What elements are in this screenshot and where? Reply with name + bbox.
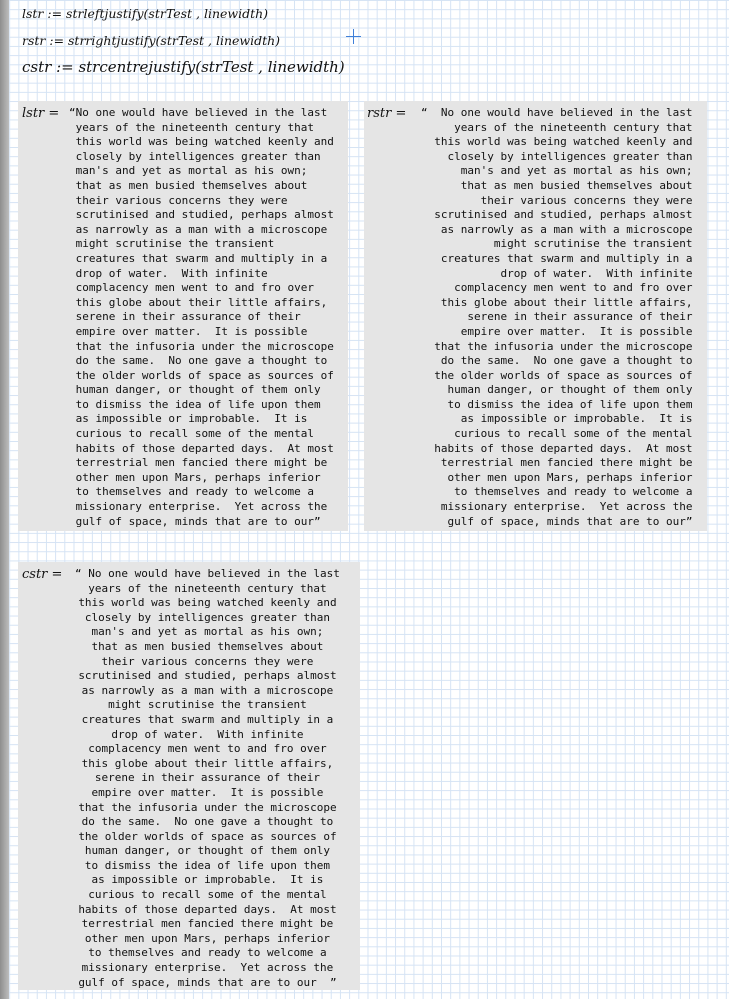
rstr-result-text: “ No one would have believed in the last years of the nineteenth century that this world was being watched keenly and closely by intelligences greater than man's and yet as mortal as his own; that as men busied themselves about their various concerns they were scrutinised and studied, perhaps almost as narrowly as a man with a microscope might scrutinise the transient creatures that swarm and multiply in a drop of water. With infinite complacency men went to and fro over this globe about their little affairs, serene in their assurance of their empire over matter. It is possible that the infusoria under the microscope do the same. No one gave a thought to the older worlds of space as sources of human danger, or thought of them only to dismiss the idea of life upon them as impossible or improbable. It is curious to recall some of the mental habits of those departed days. At most terrestrial men fancied there might be other men upon Mars, perhaps inferior to themselves and ready to welcome a missionary enterprise. Yet across the gulf of space, minds that are to our” bbox=[421, 106, 693, 528]
rstr-result-region[interactable] bbox=[364, 101, 707, 531]
lstr-result-text: “No one would have believed in the last years of the nineteenth century that this world was being watched keenly and closely by intelligences greater than man's and yet as mortal as his own; that as men busied themselves about their various concerns they were scrutinised and studied, perhaps almost as narrowly as a man with a microscope might scrutinise the transient creatures that swarm and multiply in a drop of water. With infinite complacency men went to and fro over this globe about their little affairs, serene in their assurance of their empire over matter. It is possible that the infusoria under the microscope do the same. No one gave a thought to the older worlds of space as sources of human danger, or thought of them only to dismiss the idea of life upon them as impossible or improbable. It is curious to recall some of the mental habits of those departed days. At most terrestrial men fancied there might be other men upon Mars, perhaps inferior to themselves and ready to welcome a missionary enterprise. Yet across the gulf of space, minds that are to our” bbox=[69, 106, 334, 528]
lstr-result-region[interactable] bbox=[18, 101, 348, 531]
rstr-result-label: rstr = bbox=[367, 106, 407, 121]
cstr-result-label: cstr = bbox=[22, 567, 63, 582]
lstr-result-label: lstr = bbox=[22, 106, 60, 121]
cstr-result-text: “ No one would have believed in the last years of the nineteenth century that this world was being watched keenly and closely by intelligences greater than man's and yet as mortal as his own; that as men busied themselves about their various concerns they were scrutinised and studied, perhaps almost as narrowly as a man with a microscope might scrutinise the transient creatures that swarm and multiply in a drop of water. With infinite complacency men went to and fro over this globe about their little affairs, serene in their assurance of their empire over matter. It is possible that the infusoria under the microscope do the same. No one gave a thought to the older worlds of space as sources of human danger, or thought of them only to dismiss the idea of life upon them as impossible or improbable. It is curious to recall some of the mental habits of those departed days. At most terrestrial men fancied there might be other men upon Mars, perhaps inferior to themselves and ready to welcome a missionary enterprise. Yet across the gulf of space, minds that are to our ” bbox=[75, 567, 340, 989]
worksheet-left-edge bbox=[0, 0, 9, 999]
cstr-result-region[interactable] bbox=[18, 562, 360, 990]
cstr-definition[interactable]: cstr := strcentrejustify(strTest , linewidth) bbox=[22, 58, 345, 76]
crosshair-cursor-icon bbox=[346, 29, 361, 44]
rstr-definition[interactable]: rstr := strrightjustify(strTest , linewidth) bbox=[22, 33, 281, 48]
lstr-definition[interactable]: lstr := strleftjustify(strTest , linewidth) bbox=[22, 6, 269, 21]
